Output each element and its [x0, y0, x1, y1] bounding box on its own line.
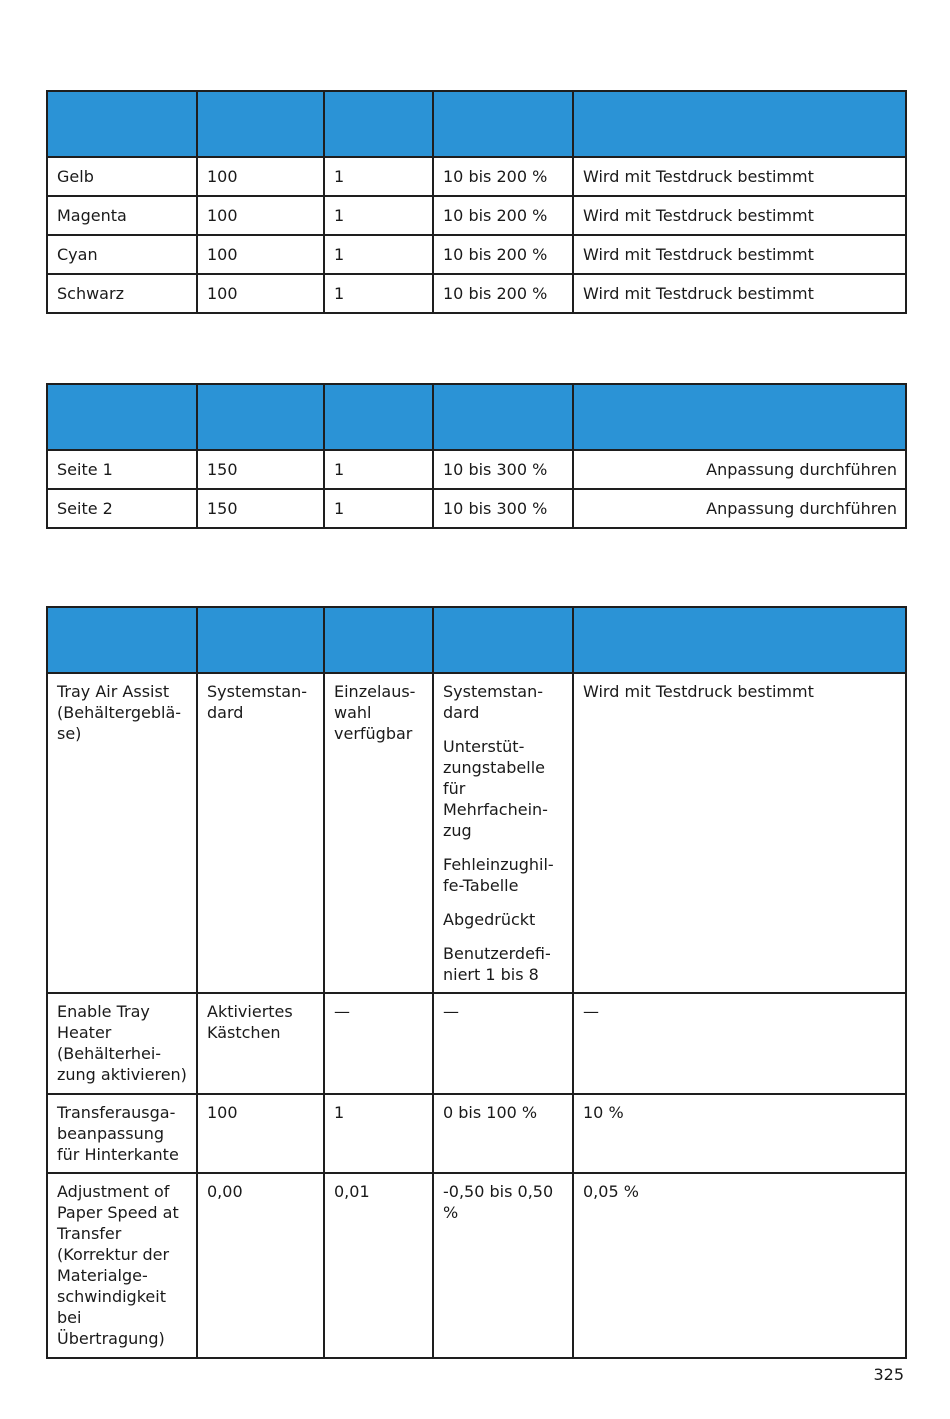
table-row: [47, 673, 906, 993]
row-increment: —: [324, 993, 433, 1094]
color-adjustment-table: [46, 90, 907, 314]
row-default: Systemstandard: [197, 673, 324, 993]
row-increment: 1: [324, 489, 433, 528]
table-header-row: [47, 384, 906, 450]
row-default: Aktiviertes Kästchen: [197, 993, 324, 1094]
header-cell: [47, 607, 197, 673]
row-note: Anpassung durchführen: [573, 489, 906, 528]
header-cell: [197, 607, 324, 673]
header-cell: [433, 607, 573, 673]
row-name: Magenta: [47, 196, 197, 235]
row-range: [433, 673, 573, 993]
range-option: Systemstandard: [443, 682, 543, 722]
header-cell: [324, 91, 433, 157]
table-row: [47, 157, 906, 196]
row-name: Seite 2: [47, 489, 197, 528]
row-note: Anpassung durchführen: [573, 450, 906, 489]
tray-settings-table: [46, 606, 907, 1359]
row-name: Cyan: [47, 235, 197, 274]
row-name: Schwarz: [47, 274, 197, 313]
header-cell: [47, 91, 197, 157]
row-name: Transferausgabeanpassung für Hinterkante: [47, 1094, 197, 1173]
row-range: -0,50 bis 0,50 %: [433, 1173, 573, 1358]
row-range: 10 bis 200 %: [433, 157, 573, 196]
table-row: [47, 450, 906, 489]
row-note: Wird mit Testdruck bestimmt: [573, 673, 906, 993]
header-cell: [47, 384, 197, 450]
row-note: 0,05 %: [573, 1173, 906, 1358]
table-row: [47, 235, 906, 274]
row-increment: 1: [324, 235, 433, 274]
table-row: [47, 489, 906, 528]
row-default: 150: [197, 450, 324, 489]
table-header-row: [47, 91, 906, 157]
row-increment: 0,01: [324, 1173, 433, 1358]
row-default: 100: [197, 196, 324, 235]
table-header-row: [47, 607, 906, 673]
row-range: 0 bis 100 %: [433, 1094, 573, 1173]
row-default: 0,00: [197, 1173, 324, 1358]
header-cell: [573, 91, 906, 157]
range-option: Abgedrückt: [443, 910, 536, 929]
row-increment: 1: [324, 274, 433, 313]
row-range: 10 bis 200 %: [433, 235, 573, 274]
row-note: 10 %: [573, 1094, 906, 1173]
row-range: 10 bis 300 %: [433, 450, 573, 489]
row-default: 100: [197, 235, 324, 274]
row-note: Wird mit Testdruck bestimmt: [573, 157, 906, 196]
page-number: 325: [873, 1365, 904, 1384]
header-cell: [324, 384, 433, 450]
row-name: Gelb: [47, 157, 197, 196]
row-range: 10 bis 200 %: [433, 274, 573, 313]
row-note: Wird mit Testdruck bestimmt: [573, 274, 906, 313]
row-note: Wird mit Testdruck bestimmt: [573, 196, 906, 235]
table-row: [47, 274, 906, 313]
header-cell: [433, 384, 573, 450]
header-cell: [433, 91, 573, 157]
table-row: [47, 196, 906, 235]
row-name: Adjustment of Paper Speed at Transfer (Korrektur der Materialgeschwindigkeit bei Übertragung): [47, 1173, 197, 1358]
row-note: —: [573, 993, 906, 1094]
row-default: 100: [197, 1094, 324, 1173]
table-row: [47, 1173, 906, 1358]
header-cell: [197, 384, 324, 450]
header-cell: [324, 607, 433, 673]
row-increment: 1: [324, 196, 433, 235]
row-note: Wird mit Testdruck bestimmt: [573, 235, 906, 274]
row-range: 10 bis 300 %: [433, 489, 573, 528]
row-name: Tray Air Assist (Behältergebläse): [47, 673, 197, 993]
row-name: Seite 1: [47, 450, 197, 489]
table-row: [47, 1094, 906, 1173]
table-row: [47, 993, 906, 1094]
row-increment: 1: [324, 157, 433, 196]
range-option: Benutzerdefiniert 1 bis 8: [443, 944, 551, 984]
header-cell: [197, 91, 324, 157]
range-option: Unterstützungstabelle für Mehrfacheinzug: [443, 737, 548, 840]
row-increment: Einzelauswahl verfügbar: [324, 673, 433, 993]
row-increment: 1: [324, 1094, 433, 1173]
range-option: Fehleinzughilfe-Tabelle: [443, 855, 554, 895]
row-default: 100: [197, 157, 324, 196]
side-adjustment-table: [46, 383, 907, 529]
header-cell: [573, 384, 906, 450]
row-name: Enable Tray Heater (Behälterheizung aktivieren): [47, 993, 197, 1094]
row-default: 100: [197, 274, 324, 313]
row-increment: 1: [324, 450, 433, 489]
row-default: 150: [197, 489, 324, 528]
row-range: 10 bis 200 %: [433, 196, 573, 235]
header-cell: [573, 607, 906, 673]
row-range: —: [433, 993, 573, 1094]
